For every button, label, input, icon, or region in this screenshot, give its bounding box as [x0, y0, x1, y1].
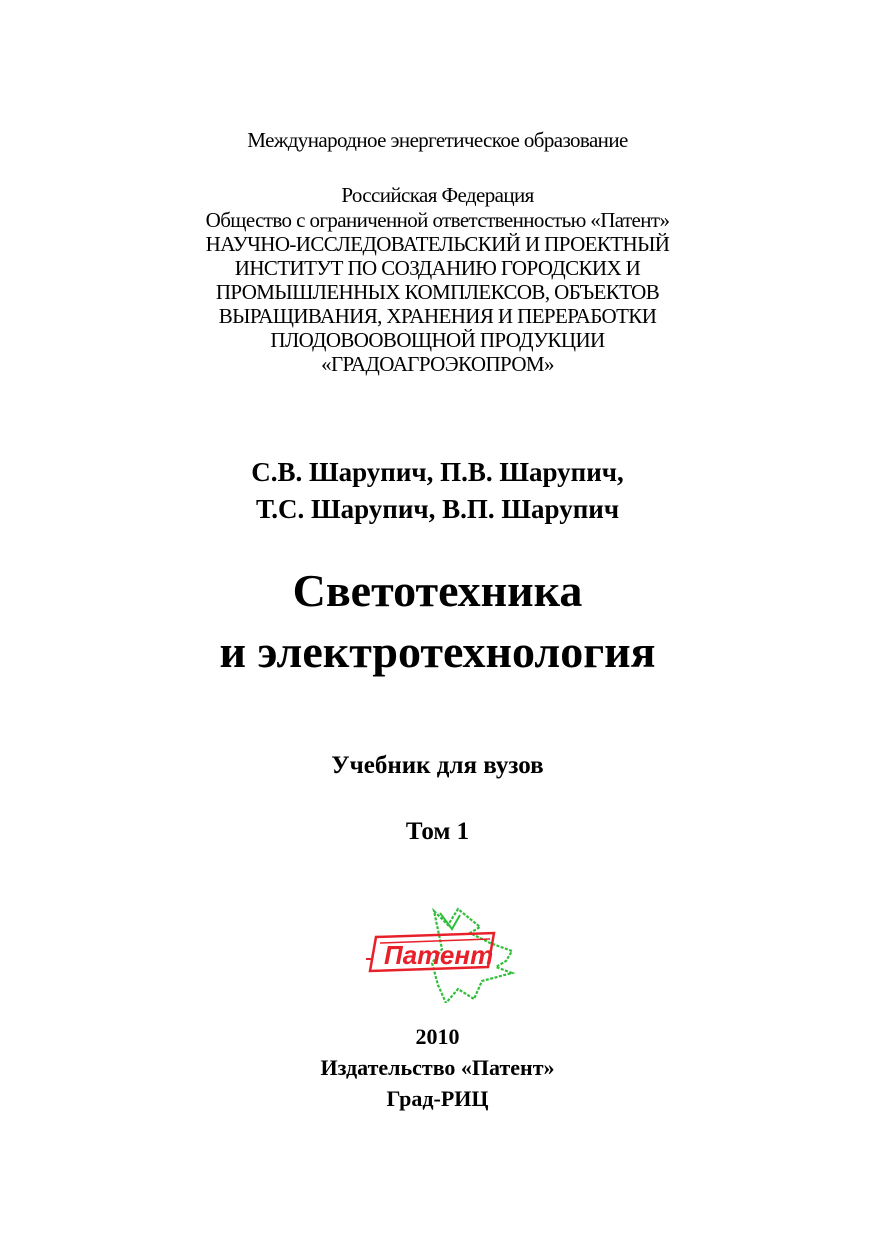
institute-line-6: «ГРАДОАГРОЭКОПРОМ»: [321, 352, 554, 376]
logo-text: Патент: [384, 940, 494, 970]
program-name: Международное энергетическое образование: [247, 128, 628, 152]
volume-number: Том 1: [405, 818, 470, 845]
book-title-line-2: и электротехнология: [219, 626, 656, 677]
book-subtitle: Учебник для вузов: [331, 752, 544, 779]
country-name: Российская Федерация: [341, 183, 534, 207]
institute-line-2: ИНСТИТУТ ПО СОЗДАНИЮ ГОРОДСКИХ И: [234, 256, 641, 280]
publisher-name: Издательство «Патент»: [320, 1055, 555, 1080]
publishing-center: Град-РИЦ: [386, 1086, 489, 1111]
book-title-line-1: Светотехника: [292, 565, 583, 616]
institute-line-5: ПЛОДОВООВОЩНОЙ ПРОДУКЦИИ: [270, 328, 605, 352]
company-name: Общество с ограниченной ответственностью «Патент»: [205, 208, 670, 232]
authors-line-1: С.В. Шарупич, П.В. Шарупич,: [251, 457, 624, 487]
institute-line-3: ПРОМЫШЛЕННЫХ КОМПЛЕКСОВ, ОБЪЕКТОВ: [215, 280, 660, 304]
authors-line-2: Т.С. Шарупич, В.П. Шарупич: [255, 494, 620, 524]
institute-line-4: ВЫРАЩИВАНИЯ, ХРАНЕНИЯ И ПЕРЕРАБОТКИ: [218, 304, 657, 328]
institute-line-1: НАУЧНО-ИССЛЕДОВАТЕЛЬСКИЙ И ПРОЕКТНЫЙ: [205, 232, 670, 256]
publication-year: 2010: [415, 1024, 460, 1049]
patent-logo: [362, 903, 518, 1003]
